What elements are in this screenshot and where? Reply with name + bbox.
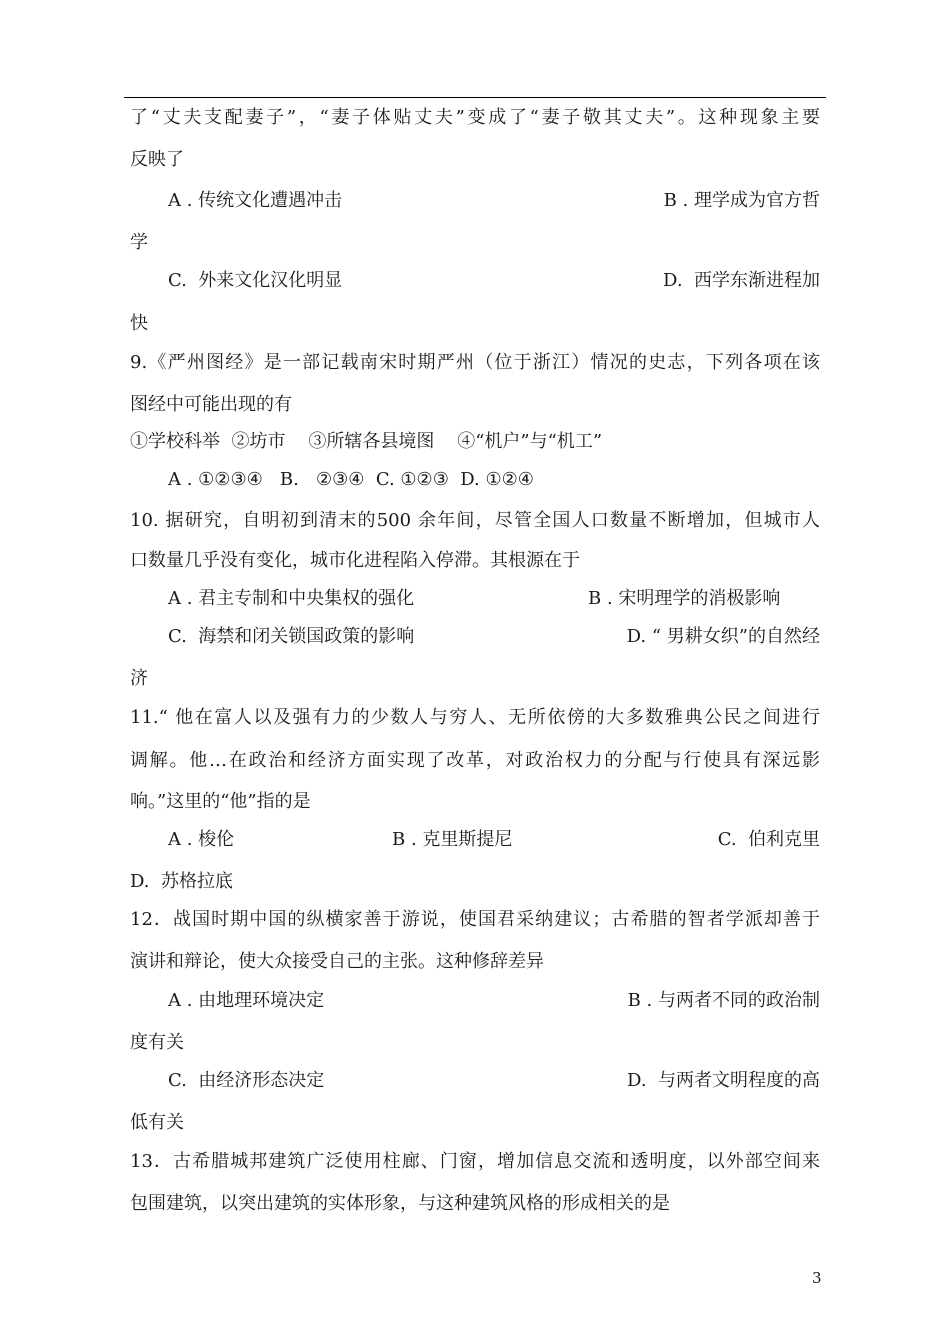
q9-options: A . ①②③④ B. ②③④ C. ①②③ D. ①②④ xyxy=(168,469,534,490)
q11-option-c: C. 伯利克里 xyxy=(717,829,820,850)
q8-options-row2 xyxy=(168,269,820,341)
q8-option-c: C. 外来文化汉化明显 xyxy=(168,270,343,291)
q8-option-a: A . 传统文化遭遇冲击 xyxy=(168,190,343,211)
q13-stem-line1: 13．古希腊城邦建筑广泛使用柱廊、门窗，增加信息交流和透明度，以外部空间来 xyxy=(130,1151,820,1172)
q10-stem-line1: 10. 据研究，自明初到清末的500 余年间，尽管全国人口数量不断增加，但城市人 xyxy=(130,510,820,531)
q8-option-b-wrap: 学 xyxy=(130,232,148,253)
q8-stem-line2: 反映了 xyxy=(130,149,184,170)
q12-option-b: B . 与两者不同的政治制 xyxy=(627,990,820,1011)
q12-stem-line1: 12．战国时期中国的纵横家善于游说，使国君采纳建议；古希腊的智者学派却善于 xyxy=(130,909,820,930)
q10-options-row2 xyxy=(168,625,820,697)
q12-options-row1 xyxy=(168,989,820,1061)
q11-stem-line1: 11.“ 他在富人以及强有力的少数人与穷人、无所依傍的大多数雅典公民之间进行 xyxy=(130,707,820,728)
q8-stem-line1: 了“丈夫支配妻子”，“妻子体贴丈夫”变成了“妻子敬其丈夫”。这种现象主要 xyxy=(130,107,820,128)
q8-option-b: B . 理学成为官方哲 xyxy=(663,190,820,211)
q9-stem-line1: 9.《严州图经》是一部记载南宋时期严州（位于浙江）情况的史志，下列各项在该 xyxy=(130,352,820,373)
q10-option-d: D. “ 男耕女织”的自然经 xyxy=(626,626,820,647)
q12-option-a: A . 由地理环境决定 xyxy=(168,990,325,1011)
q11-option-a: A . 梭伦 xyxy=(168,829,235,850)
q12-option-c: C. 由经济形态决定 xyxy=(168,1070,325,1091)
q8-option-d-wrap: 快 xyxy=(130,313,148,334)
page-number: 3 xyxy=(812,1269,822,1287)
q10-option-d-wrap: 济 xyxy=(130,668,148,689)
q12-options-row2 xyxy=(168,1069,820,1141)
q12-option-b-wrap: 度有关 xyxy=(130,1032,184,1053)
q10-option-a: A . 君主专制和中央集权的强化 xyxy=(168,588,415,609)
q8-option-d: D. 西学东渐进程加 xyxy=(663,270,820,291)
q12-option-d-wrap: 低有关 xyxy=(130,1112,184,1133)
q11-option-d: D. 苏格拉底 xyxy=(130,871,233,892)
q13-stem-line2: 包围建筑，以突出建筑的实体形象，与这种建筑风格的形成相关的是 xyxy=(130,1193,670,1214)
q12-option-d: D. 与两者文明程度的高 xyxy=(627,1070,820,1091)
q10-stem-line2: 口数量几乎没有变化，城市化进程陷入停滞。其根源在于 xyxy=(130,550,580,571)
q9-stem-line2: 图经中可能出现的有 xyxy=(130,394,292,415)
q10-option-c: C. 海禁和闭关锁国政策的影响 xyxy=(168,626,415,647)
q11-option-b: B . 克里斯提尼 xyxy=(392,829,513,850)
q8-options-row1 xyxy=(168,189,820,261)
header-rule xyxy=(124,97,826,98)
q12-stem-line2: 演讲和辩论，使大众接受自己的主张。这种修辞差异 xyxy=(130,951,544,972)
q11-stem-line2: 调解。他…在政治和经济方面实现了改革，对政治权力的分配与行使具有深远影 xyxy=(130,750,820,771)
q11-stem-line3: 响。”这里的“他”指的是 xyxy=(130,791,311,812)
q9-items: ①学校科举 ②坊市 ③所辖各县境图 ④“机户”与“机工” xyxy=(130,431,603,452)
q10-option-b: B . 宋明理学的消极影响 xyxy=(588,588,781,609)
